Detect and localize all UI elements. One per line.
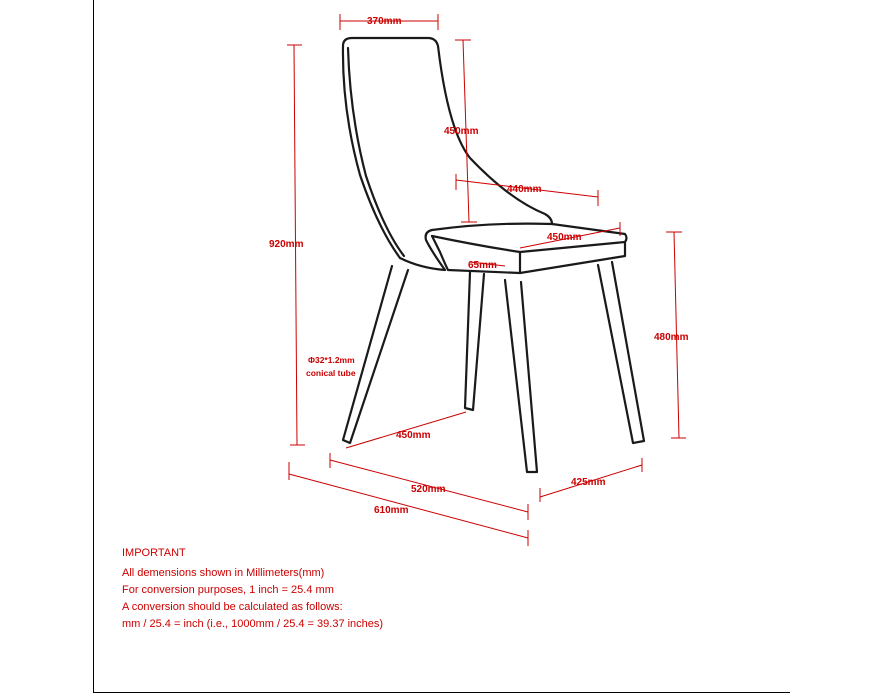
chair-leg-front-right <box>598 262 644 443</box>
dim-back-height: 450mm <box>444 126 479 137</box>
dim-base-width: 520mm <box>411 484 446 495</box>
dim-seat-height: 480mm <box>654 332 689 343</box>
dim-seat-width: 450mm <box>547 232 582 243</box>
notes-title: IMPORTANT <box>122 547 186 559</box>
notes-line: All demensions shown in Millimeters(mm) <box>122 567 325 579</box>
notes-line: mm / 25.4 = inch (i.e., 1000mm / 25.4 = 39.37 inches) <box>122 618 384 630</box>
dim-leg-depth: 425mm <box>571 477 606 488</box>
dimension-lines <box>287 14 686 546</box>
dim-leg-tube-type: conical tube <box>306 368 356 378</box>
chair-leg-front-left <box>505 280 537 472</box>
dim-leg-width: 450mm <box>396 430 431 441</box>
dim-overall-width: 610mm <box>374 505 409 516</box>
important-notes <box>122 545 383 633</box>
dim-total-height: 920mm <box>269 239 304 250</box>
dim-back-width: 370mm <box>367 16 402 27</box>
dim-seat-thickness: 65mm <box>468 260 497 271</box>
notes-line: For conversion purposes, 1 inch = 25.4 mm <box>122 584 334 596</box>
notes-line: A conversion should be calculated as follows: <box>122 601 343 613</box>
dim-seat-depth: 440mm <box>507 184 542 195</box>
chair-outline <box>343 38 644 472</box>
dim-leg-tube-spec: Φ32*1.2mm <box>308 355 355 365</box>
chair-seat-top <box>432 224 627 252</box>
chair-leg-back-right <box>465 272 484 410</box>
chair-back-side <box>343 46 400 258</box>
chair-back-inner <box>348 48 404 256</box>
